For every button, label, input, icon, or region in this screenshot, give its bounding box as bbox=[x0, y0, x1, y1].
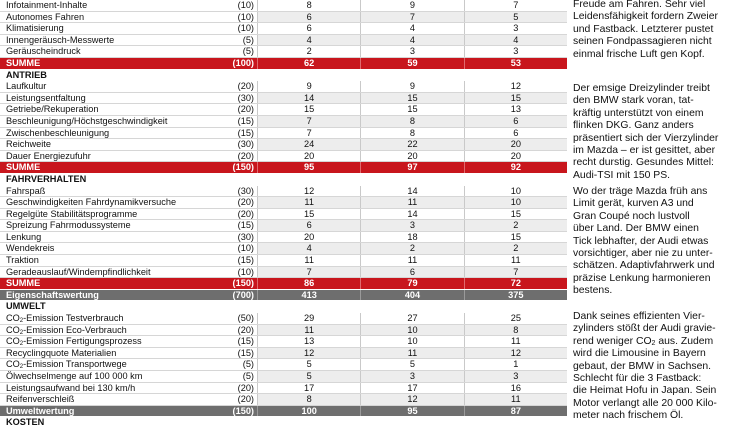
value-cell bbox=[257, 301, 360, 313]
section-header bbox=[0, 174, 567, 186]
table-row bbox=[0, 35, 567, 47]
row-label: SUMME bbox=[6, 278, 41, 289]
row-label: Infotainment-Inhalte bbox=[6, 0, 88, 10]
value-cell: 6 bbox=[360, 267, 463, 278]
row-label: Umweltwertung bbox=[6, 405, 75, 416]
row-label: Eigenschaftswertung bbox=[6, 289, 99, 300]
value-cell: 25 bbox=[464, 313, 567, 324]
value-cell: 2 bbox=[464, 243, 567, 254]
value-cell: 53 bbox=[464, 58, 567, 69]
value-cell: 15 bbox=[360, 93, 463, 104]
summe-row bbox=[0, 58, 567, 70]
value-cell: 5 bbox=[257, 359, 360, 370]
text-umwelt-line2: zylinders stößt der Audi gravie- bbox=[573, 323, 716, 335]
row-label: Reifenverschleiß bbox=[6, 394, 75, 405]
table-row bbox=[0, 325, 567, 337]
row-weight: (10) bbox=[237, 0, 254, 10]
row-label: Traktion bbox=[6, 255, 39, 266]
label-pre: CO bbox=[6, 324, 20, 335]
value-cell: 5 bbox=[464, 12, 567, 23]
table-row bbox=[0, 232, 567, 244]
value-cell: 1 bbox=[464, 359, 567, 370]
value-cell: 95 bbox=[257, 162, 360, 173]
row-weight bbox=[198, 174, 257, 186]
value-cell: 11 bbox=[257, 325, 360, 336]
row-weight: (150) bbox=[232, 405, 254, 416]
value-cell: 10 bbox=[360, 325, 463, 336]
row-weight: (700) bbox=[232, 289, 254, 300]
table-row bbox=[0, 243, 567, 255]
row-label: Regelgüte Stabilitätsprogramme bbox=[6, 208, 138, 219]
table-row bbox=[0, 394, 567, 406]
value-cell bbox=[360, 417, 463, 429]
row-label: Geradeauslauf/Windempfindlichkeit bbox=[6, 266, 151, 277]
value-cell: 15 bbox=[464, 209, 567, 220]
total-row bbox=[0, 290, 567, 302]
value-cell: 15 bbox=[464, 232, 567, 243]
table-row bbox=[0, 81, 567, 93]
total-row bbox=[0, 406, 567, 418]
value-cell bbox=[360, 301, 463, 313]
row-weight: (20) bbox=[237, 208, 254, 219]
row-label: Reichweite bbox=[6, 139, 51, 150]
row-label: Leistungsaufwand bei 130 km/h bbox=[6, 382, 136, 393]
value-cell: 3 bbox=[360, 220, 463, 231]
value-cell: 7 bbox=[360, 12, 463, 23]
row-label: Getriebe/Rekuperation bbox=[6, 104, 99, 115]
table-row bbox=[0, 267, 567, 279]
text-antrieb: Der emsige Dreizylinder treibt den BMW stark voran, tat- kräftig unterstützt von einem flinken DKG. Ganz anders präsentiert sich der Vierzylinder im Mazda – er ist gesittet, aber recht durstig. Gesundes Mittel: Audi-TSI mit 150 PS. bbox=[573, 83, 719, 181]
text-fahrverhalten: Wo der träge Mazda früh ans Limit gerät, kurven A3 und Gran Coupé noch lustvoll über Land. Der BMW einen Tick lebhafter, der Audi etwas vorsichtiger, aber nie zu unter- schätzen. Adaptivfahrwerk und präzise Lenkung harmonieren bestens. bbox=[573, 186, 715, 297]
row-label: Dauer Energiezufuhr bbox=[6, 150, 91, 161]
value-cell: 8 bbox=[464, 325, 567, 336]
section-header bbox=[0, 70, 567, 82]
value-cell: 20 bbox=[257, 151, 360, 162]
value-cell: 7 bbox=[464, 267, 567, 278]
value-cell: 6 bbox=[257, 220, 360, 231]
value-cell: 10 bbox=[464, 197, 567, 208]
value-cell: 2 bbox=[360, 243, 463, 254]
text-umwelt-line3-pre: rend weniger CO bbox=[573, 335, 652, 347]
text-block-fahrverhalten bbox=[573, 186, 745, 298]
value-cell: 7 bbox=[257, 267, 360, 278]
value-cell: 72 bbox=[464, 278, 567, 289]
table-row bbox=[0, 383, 567, 395]
value-cell bbox=[464, 417, 567, 429]
table-row bbox=[0, 186, 567, 198]
row-weight bbox=[198, 70, 257, 82]
summe-row bbox=[0, 162, 567, 174]
value-cell: 11 bbox=[464, 255, 567, 266]
text-block-antrieb bbox=[573, 83, 745, 182]
row-weight: (20) bbox=[237, 197, 254, 208]
text-umwelt-line3-post: aus. Zudem bbox=[655, 335, 714, 347]
row-weight: (15) bbox=[237, 347, 254, 358]
row-weight: (20) bbox=[237, 394, 254, 405]
value-cell: 5 bbox=[360, 359, 463, 370]
text-block-komfort bbox=[573, 0, 745, 61]
row-weight: (5) bbox=[242, 359, 254, 370]
summe-row bbox=[0, 278, 567, 290]
value-cell: 13 bbox=[464, 104, 567, 115]
value-cell: 11 bbox=[360, 348, 463, 359]
table-row bbox=[0, 209, 567, 221]
value-cell: 4 bbox=[257, 243, 360, 254]
value-cell: 11 bbox=[360, 255, 463, 266]
value-cell bbox=[257, 174, 360, 186]
value-cell: 20 bbox=[257, 232, 360, 243]
table-row bbox=[0, 128, 567, 140]
table-row bbox=[0, 139, 567, 151]
row-label: Innengeräusch-Messwerte bbox=[6, 34, 115, 45]
row-weight: (30) bbox=[237, 139, 254, 150]
row-label: SUMME bbox=[6, 162, 41, 173]
value-cell: 20 bbox=[464, 151, 567, 162]
row-weight: (30) bbox=[237, 231, 254, 242]
row-weight: (15) bbox=[237, 336, 254, 347]
row-label: Zwischenbeschleunigung bbox=[6, 127, 110, 138]
row-label: Fahrspaß bbox=[6, 185, 46, 196]
row-weight: (10) bbox=[237, 243, 254, 254]
value-cell: 100 bbox=[257, 406, 360, 417]
value-cell: 12 bbox=[257, 186, 360, 197]
value-cell bbox=[360, 174, 463, 186]
label-pre: CO bbox=[6, 359, 20, 370]
value-cell: 86 bbox=[257, 278, 360, 289]
value-cell: 6 bbox=[464, 116, 567, 127]
label-post: -Emission Transportwege bbox=[23, 359, 127, 370]
label-sub: 2 bbox=[19, 318, 24, 324]
value-cell: 4 bbox=[464, 35, 567, 46]
value-cell: 29 bbox=[257, 313, 360, 324]
row-label bbox=[0, 359, 198, 370]
table-row bbox=[0, 371, 567, 383]
row-label: Laufkultur bbox=[6, 81, 47, 92]
value-cell: 3 bbox=[360, 46, 463, 57]
value-cell: 24 bbox=[257, 139, 360, 150]
row-label: Autonomes Fahren bbox=[6, 11, 85, 22]
row-label bbox=[0, 325, 198, 336]
value-cell: 2 bbox=[464, 220, 567, 231]
row-label: Lenkung bbox=[6, 231, 42, 242]
table-row bbox=[0, 151, 567, 163]
value-cell: 8 bbox=[257, 394, 360, 405]
value-cell: 17 bbox=[360, 383, 463, 394]
value-cell: 11 bbox=[360, 197, 463, 208]
value-cell: 15 bbox=[464, 93, 567, 104]
row-weight: (30) bbox=[237, 185, 254, 196]
value-cell: 95 bbox=[360, 406, 463, 417]
value-cell: 15 bbox=[257, 209, 360, 220]
value-cell: 14 bbox=[360, 186, 463, 197]
value-cell: 9 bbox=[360, 81, 463, 92]
text-umwelt-line3 bbox=[573, 336, 745, 348]
label-sub: 2 bbox=[19, 364, 24, 370]
row-label: Spreizung Fahrmodussysteme bbox=[6, 220, 131, 231]
value-cell: 8 bbox=[360, 128, 463, 139]
value-cell: 7 bbox=[257, 128, 360, 139]
value-cell: 20 bbox=[464, 139, 567, 150]
value-cell: 62 bbox=[257, 58, 360, 69]
row-weight: (150) bbox=[232, 278, 254, 289]
row-label: Wendekreis bbox=[6, 243, 55, 254]
table-row bbox=[0, 104, 567, 116]
table-row bbox=[0, 359, 567, 371]
table-row bbox=[0, 255, 567, 267]
value-cell: 3 bbox=[464, 23, 567, 34]
value-cell: 22 bbox=[360, 139, 463, 150]
row-weight: (15) bbox=[237, 220, 254, 231]
row-weight: (15) bbox=[237, 255, 254, 266]
value-cell: 10 bbox=[360, 336, 463, 347]
value-cell bbox=[464, 70, 567, 82]
label-pre: CO bbox=[6, 313, 20, 324]
label-pre: CO bbox=[6, 336, 20, 347]
row-weight: (15) bbox=[237, 127, 254, 138]
row-label: UMWELT bbox=[6, 301, 46, 312]
value-cell: 2 bbox=[257, 46, 360, 57]
row-weight: (100) bbox=[232, 57, 254, 68]
value-cell: 4 bbox=[360, 35, 463, 46]
row-weight: (20) bbox=[237, 324, 254, 335]
label-post: -Emission Eco-Verbrauch bbox=[23, 324, 127, 335]
row-label: Klimatisierung bbox=[6, 23, 64, 34]
row-weight: (15) bbox=[237, 115, 254, 126]
row-label: SUMME bbox=[6, 57, 41, 68]
value-cell bbox=[360, 70, 463, 82]
value-cell: 13 bbox=[257, 336, 360, 347]
row-weight: (20) bbox=[237, 104, 254, 115]
section-header bbox=[0, 417, 567, 429]
row-label: KOSTEN bbox=[6, 417, 45, 428]
value-cell: 59 bbox=[360, 58, 463, 69]
table-row bbox=[0, 46, 567, 58]
row-label: Leistungsentfaltung bbox=[6, 92, 86, 103]
value-cell: 97 bbox=[360, 162, 463, 173]
value-cell: 4 bbox=[360, 23, 463, 34]
value-cell bbox=[464, 174, 567, 186]
row-label bbox=[0, 336, 198, 347]
value-cell: 11 bbox=[464, 394, 567, 405]
value-cell: 87 bbox=[464, 406, 567, 417]
table-row bbox=[0, 197, 567, 209]
value-cell: 6 bbox=[257, 12, 360, 23]
row-label: Recyclingquote Materialien bbox=[6, 347, 117, 358]
row-weight: (10) bbox=[237, 23, 254, 34]
value-cell: 6 bbox=[257, 23, 360, 34]
value-cell: 5 bbox=[257, 371, 360, 382]
row-weight: (150) bbox=[232, 162, 254, 173]
value-cell bbox=[464, 301, 567, 313]
value-cell: 9 bbox=[257, 81, 360, 92]
row-label: Geräuscheindruck bbox=[6, 46, 81, 57]
row-label: Beschleunigung/Höchstgeschwindigkeit bbox=[6, 115, 168, 126]
value-cell: 11 bbox=[257, 197, 360, 208]
value-cell: 14 bbox=[360, 209, 463, 220]
text-umwelt-line3-sub: 2 bbox=[651, 339, 656, 347]
table-row bbox=[0, 220, 567, 232]
value-cell: 9 bbox=[360, 0, 463, 11]
value-cell: 92 bbox=[464, 162, 567, 173]
value-cell: 7 bbox=[257, 116, 360, 127]
value-cell: 11 bbox=[257, 255, 360, 266]
row-weight: (5) bbox=[242, 34, 254, 45]
text-umwelt-rest: wird die Limousine in Bayern gebaut, der BMW in Sachsen. Schlecht für die 3 Fastback: die Heimat Hofu in Japan. Sein Motor verlangt alle 20 000 Kilo- meter nach frischem Öl. bbox=[573, 348, 717, 422]
value-cell: 12 bbox=[257, 348, 360, 359]
value-cell: 413 bbox=[257, 290, 360, 301]
label-post: -Emission Testverbrauch bbox=[23, 313, 124, 324]
row-weight: (20) bbox=[237, 150, 254, 161]
value-cell: 27 bbox=[360, 313, 463, 324]
label-sub: 2 bbox=[19, 329, 24, 336]
table-row bbox=[0, 348, 567, 360]
row-weight: (10) bbox=[237, 11, 254, 22]
value-cell: 16 bbox=[464, 383, 567, 394]
text-komfort: Freude am Fahren. Sehr viel Leidensfähigkeit fordern Zweier und Fastback. Letzterer pustet seinen Fondpassagieren nicht einmal frische Luft gen Kopf. bbox=[573, 0, 718, 60]
value-cell: 375 bbox=[464, 290, 567, 301]
table-row bbox=[0, 336, 567, 348]
value-cell: 14 bbox=[257, 93, 360, 104]
row-weight: (50) bbox=[237, 313, 254, 324]
value-cell: 404 bbox=[360, 290, 463, 301]
row-label: ANTRIEB bbox=[6, 69, 47, 80]
row-label bbox=[0, 313, 198, 324]
value-cell: 15 bbox=[360, 104, 463, 115]
row-weight: (10) bbox=[237, 266, 254, 277]
row-weight: (5) bbox=[242, 371, 254, 381]
value-cell bbox=[257, 417, 360, 429]
value-cell: 17 bbox=[257, 383, 360, 394]
value-cell: 3 bbox=[360, 371, 463, 382]
value-cell: 79 bbox=[360, 278, 463, 289]
value-cell: 4 bbox=[257, 35, 360, 46]
row-weight bbox=[198, 301, 257, 313]
text-block-umwelt bbox=[573, 311, 745, 423]
value-cell: 15 bbox=[257, 104, 360, 115]
value-cell: 20 bbox=[360, 151, 463, 162]
value-cell: 6 bbox=[464, 128, 567, 139]
row-weight: (20) bbox=[237, 382, 254, 393]
text-umwelt-line1: Dank seines effizienten Vier- bbox=[573, 311, 705, 322]
table-row bbox=[0, 116, 567, 128]
value-cell: 8 bbox=[257, 0, 360, 11]
value-cell: 7 bbox=[464, 0, 567, 11]
row-weight: (20) bbox=[237, 81, 254, 92]
value-cell: 3 bbox=[464, 46, 567, 57]
label-sub: 2 bbox=[19, 341, 24, 347]
value-cell: 11 bbox=[464, 336, 567, 347]
section-header bbox=[0, 301, 567, 313]
label-post: -Emission Fertigungsprozess bbox=[23, 336, 142, 347]
table-row bbox=[0, 12, 567, 24]
table-row bbox=[0, 93, 567, 105]
table-row bbox=[0, 313, 567, 325]
value-cell: 10 bbox=[464, 186, 567, 197]
row-label: Geschwindigkeiten Fahrdynamikversuche bbox=[6, 197, 177, 208]
row-weight: (30) bbox=[237, 92, 254, 103]
value-cell: 12 bbox=[360, 394, 463, 405]
value-cell: 18 bbox=[360, 232, 463, 243]
value-cell: 12 bbox=[464, 348, 567, 359]
row-weight: (5) bbox=[242, 46, 254, 57]
value-cell: 12 bbox=[464, 81, 567, 92]
row-label: FAHRVERHALTEN bbox=[6, 173, 87, 184]
value-cell: 8 bbox=[360, 116, 463, 127]
table-row bbox=[0, 0, 567, 12]
value-cell bbox=[257, 70, 360, 82]
value-cell: 3 bbox=[464, 371, 567, 382]
row-label: Ölwechselmenge auf 100 000 km bbox=[6, 371, 143, 381]
row-weight bbox=[198, 417, 257, 429]
table-row bbox=[0, 23, 567, 35]
